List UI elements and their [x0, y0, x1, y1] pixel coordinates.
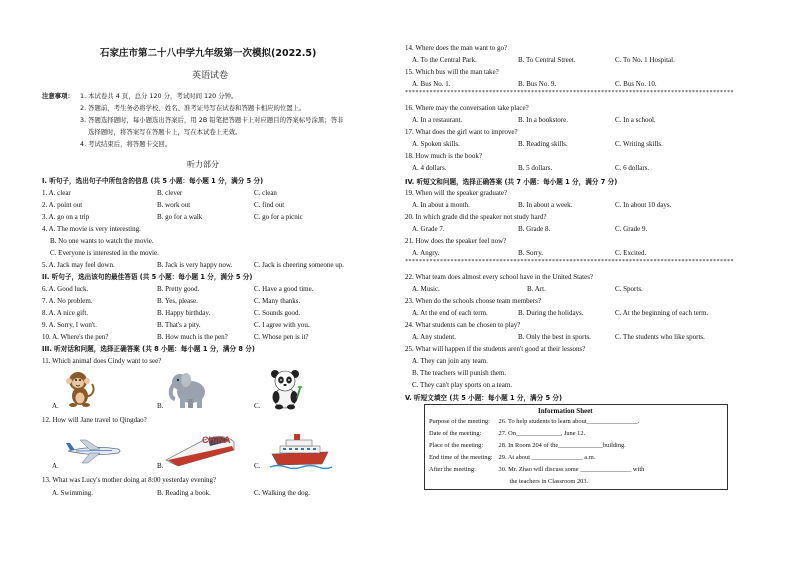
- question: 16. Where may the conversation take place?: [405, 104, 529, 112]
- option: C. 6 dollars.: [615, 164, 650, 172]
- table-row: [426, 464, 647, 476]
- option: B. The teachers will punish them.: [412, 369, 507, 377]
- part3-heading: III. 听对话和问题，选择正确答案 (共 8 小题：每小题 1 分，满分 8 分): [42, 345, 255, 353]
- question: 14. Where does the man want to go?: [405, 44, 508, 52]
- option: B.: [157, 462, 164, 470]
- option: A.: [52, 402, 59, 410]
- option: C. find out: [254, 201, 285, 209]
- option: B. Jack is very happy now.: [157, 261, 233, 269]
- part5-heading: V. 听短文填空 (共 5 小题：每小题 1 分，满分 5 分): [405, 394, 563, 402]
- option: B. Bus No. 9.: [518, 80, 557, 88]
- note-item: 1. 本试卷共 4 页，总分 120 分，考试时间 120 分钟。: [80, 92, 238, 100]
- option: B. How much is the pen?: [157, 333, 228, 341]
- option: C. go for a picnic: [254, 213, 303, 221]
- option: C. The students who like sports.: [615, 333, 705, 341]
- info-label: Place of the meeting:: [429, 442, 484, 449]
- option: C.: [254, 462, 261, 470]
- info-value: 28. In Room 204 of the______________building.: [498, 442, 626, 449]
- option: A. Bus No. 1.: [412, 80, 451, 88]
- note-item: 3. 答题选择题时，每小题选出答案后，用 2B 铅笔把答题卡上对应题目的答案标号涂黑；答非: [80, 116, 344, 124]
- option: B. Reading skills.: [518, 140, 568, 148]
- option: B. Yes, please.: [157, 297, 198, 305]
- option: B. clever: [157, 189, 183, 197]
- question: 17. What does the girl want to improve?: [405, 128, 518, 136]
- info-value: 29. At about ________________ a.m.: [498, 454, 596, 461]
- info-label: End time of the meeting:: [429, 454, 493, 461]
- option: A. Grade 7.: [412, 225, 445, 233]
- train-icon: [164, 430, 238, 470]
- table-row: [426, 416, 647, 428]
- info-value: 27. On______________, June 12.: [498, 430, 586, 437]
- option: C. Sports.: [615, 285, 643, 293]
- question: 20. In which grade did the speaker not study hard?: [405, 213, 547, 221]
- question: 13. What was Lucy's mother doing at 8:00 yesterday evening?: [42, 476, 217, 484]
- info-label: After the meeting:: [429, 466, 476, 473]
- ship-icon: [270, 432, 332, 470]
- option: A. In about a month.: [412, 201, 470, 209]
- exam-title: 石家庄市第二十八中学九年级第一次模拟(2022.5): [100, 48, 317, 59]
- option: A. 4 dollars.: [412, 164, 447, 172]
- note-item: 4. 考试结束后，将答题卡交回。: [80, 140, 172, 148]
- option: C. Excited.: [615, 249, 647, 257]
- option: 6. A. Good luck.: [42, 285, 89, 293]
- option: C. In about 10 days.: [615, 201, 672, 209]
- listening-title: 听力部分: [187, 160, 219, 169]
- option: B. Sorry.: [518, 249, 544, 257]
- option: A. In a restaurant.: [412, 116, 463, 124]
- option: C. Many thanks.: [254, 297, 301, 305]
- panda-icon: [267, 368, 303, 410]
- table-row: [426, 476, 647, 488]
- option: C. They can't play sports on a team.: [412, 381, 513, 389]
- option: B. Reading a book.: [157, 489, 211, 497]
- option: C. Walking the dog.: [254, 489, 310, 497]
- option: A. Spoken skills.: [412, 140, 460, 148]
- option: C. I agree with you.: [254, 321, 310, 329]
- question: 11. Which animal does Cindy want to see?: [42, 357, 162, 365]
- elephant-icon: [166, 368, 210, 410]
- option: C. To No. 1 Hospital.: [615, 56, 675, 64]
- option: C. Bus No. 10.: [615, 80, 657, 88]
- note-item: 选择题时，将答案写在答题卡上，写在本试卷上无效。: [88, 128, 242, 136]
- option: B. Only the best in sports.: [518, 333, 591, 341]
- info-table: [426, 416, 647, 488]
- option: A. Angry.: [412, 249, 440, 257]
- table-row: [426, 428, 647, 440]
- option: C. Grade 9.: [615, 225, 648, 233]
- option: A. Music.: [412, 285, 440, 293]
- option: 8. A. A nice gift.: [42, 309, 89, 317]
- option: 4. A. The movie is very interesting.: [42, 225, 141, 233]
- info-label: Purpose of the meeting:: [429, 418, 490, 425]
- option: B. work out: [157, 201, 191, 209]
- option: C.: [254, 402, 261, 410]
- note-item: 2. 答题前，考生务必将学校、姓名、准考证号写在试卷和答题卡相应的位置上。: [80, 104, 306, 112]
- option: B. In about a week.: [518, 201, 573, 209]
- exam-subject: 英语试卷: [192, 71, 229, 81]
- option: A. Swimming.: [52, 489, 94, 497]
- option: A.: [52, 462, 59, 470]
- question: 19. When will the speaker graduate?: [405, 189, 508, 197]
- option: C. In a school.: [615, 116, 656, 124]
- table-row: [426, 440, 647, 452]
- option: C. Everyone is interested in the movie.: [50, 249, 159, 257]
- question: 25. What will happen if the students aren't good at their lessons?: [405, 345, 586, 353]
- option: B. Happy birthday.: [157, 309, 211, 317]
- question: 24. What students can be chosen to play?: [405, 321, 521, 329]
- option: C. Sounds good.: [254, 309, 301, 317]
- option: B. go for a walk: [157, 213, 203, 221]
- question: 23. When do the schools choose team members?: [405, 297, 541, 305]
- option: A. They can join any team.: [412, 357, 488, 365]
- question: 21. How does the speaker feel now?: [405, 237, 507, 245]
- part2-heading: II. 听句子，选出该句的最佳答语 (共 5 小题：每小题 1 分，满分 5 分): [42, 273, 253, 281]
- china-text: CHINA: [202, 435, 231, 445]
- separator: **********************************************************************************************: [405, 90, 734, 96]
- option: C. Have a good time.: [254, 285, 314, 293]
- option: A. To the Central Park.: [412, 56, 477, 64]
- info-label: [426, 476, 496, 488]
- info-label: Date of the meeting:: [429, 430, 482, 437]
- option: B. No one wants to watch the movie.: [50, 237, 154, 245]
- sheet-title: Information Sheet: [538, 407, 593, 415]
- option: 3. A. go on a trip: [42, 213, 90, 221]
- option: 5. A. Jack may feel down.: [42, 261, 115, 269]
- table-row: [426, 452, 647, 464]
- option: 10. A. Where's the pen?: [42, 333, 109, 341]
- question: 22. What team does almost every school have in the United States?: [405, 273, 594, 281]
- option: B. To Central Street.: [518, 56, 576, 64]
- option: B. In a bookstore.: [518, 116, 568, 124]
- option: B. Grade 8.: [518, 225, 551, 233]
- question: 12. How will Jane travel to Qingdao?: [42, 416, 147, 424]
- option: C. clean: [254, 189, 277, 197]
- option: C. Writing skills.: [615, 140, 663, 148]
- airplane-icon: [64, 436, 124, 466]
- option: 2. A. point out: [42, 201, 83, 209]
- part1-heading: I. 听句子，选出句子中所包含的信息 (共 5 小题：每小题 1 分，满分 5 分): [42, 177, 264, 185]
- monkey-icon: [62, 368, 100, 408]
- option: 9. A. Sorry, I won't.: [42, 321, 97, 329]
- question: 18. How much is the book?: [405, 152, 482, 160]
- info-value: 30. Mr. Zhao will discuss some ________________ with: [498, 466, 645, 473]
- option: B. Art.: [527, 285, 546, 293]
- option: B. During the holidays.: [518, 309, 584, 317]
- option: B. Pretty good.: [157, 285, 200, 293]
- option: A. Any student.: [412, 333, 456, 341]
- option: C. At the beginning of each term.: [615, 309, 709, 317]
- option: 7. A. No problem.: [42, 297, 93, 305]
- option: 1. A. clear: [42, 189, 71, 197]
- option: C. Whose pen is it?: [254, 333, 309, 341]
- option: A. At the end of each term.: [412, 309, 488, 317]
- option: B. 5 dollars.: [518, 164, 553, 172]
- notes-label: 注意事项：: [42, 92, 74, 100]
- info-value: the teachers in Classroom 203.: [509, 478, 589, 485]
- option: B.: [157, 402, 164, 410]
- option: B. That's a pity.: [157, 321, 201, 329]
- info-value: 26. To help students to learn about________________.: [498, 418, 640, 425]
- part4-heading: IV. 听短文和问题，选择正确答案 (共 7 小题：每小题 1 分，满分 7 分): [405, 178, 618, 186]
- separator: **********************************************************************************************: [405, 259, 734, 265]
- question: 15. Which bus will the man take?: [405, 68, 499, 76]
- option: C. Jack is cheering someone up.: [254, 261, 345, 269]
